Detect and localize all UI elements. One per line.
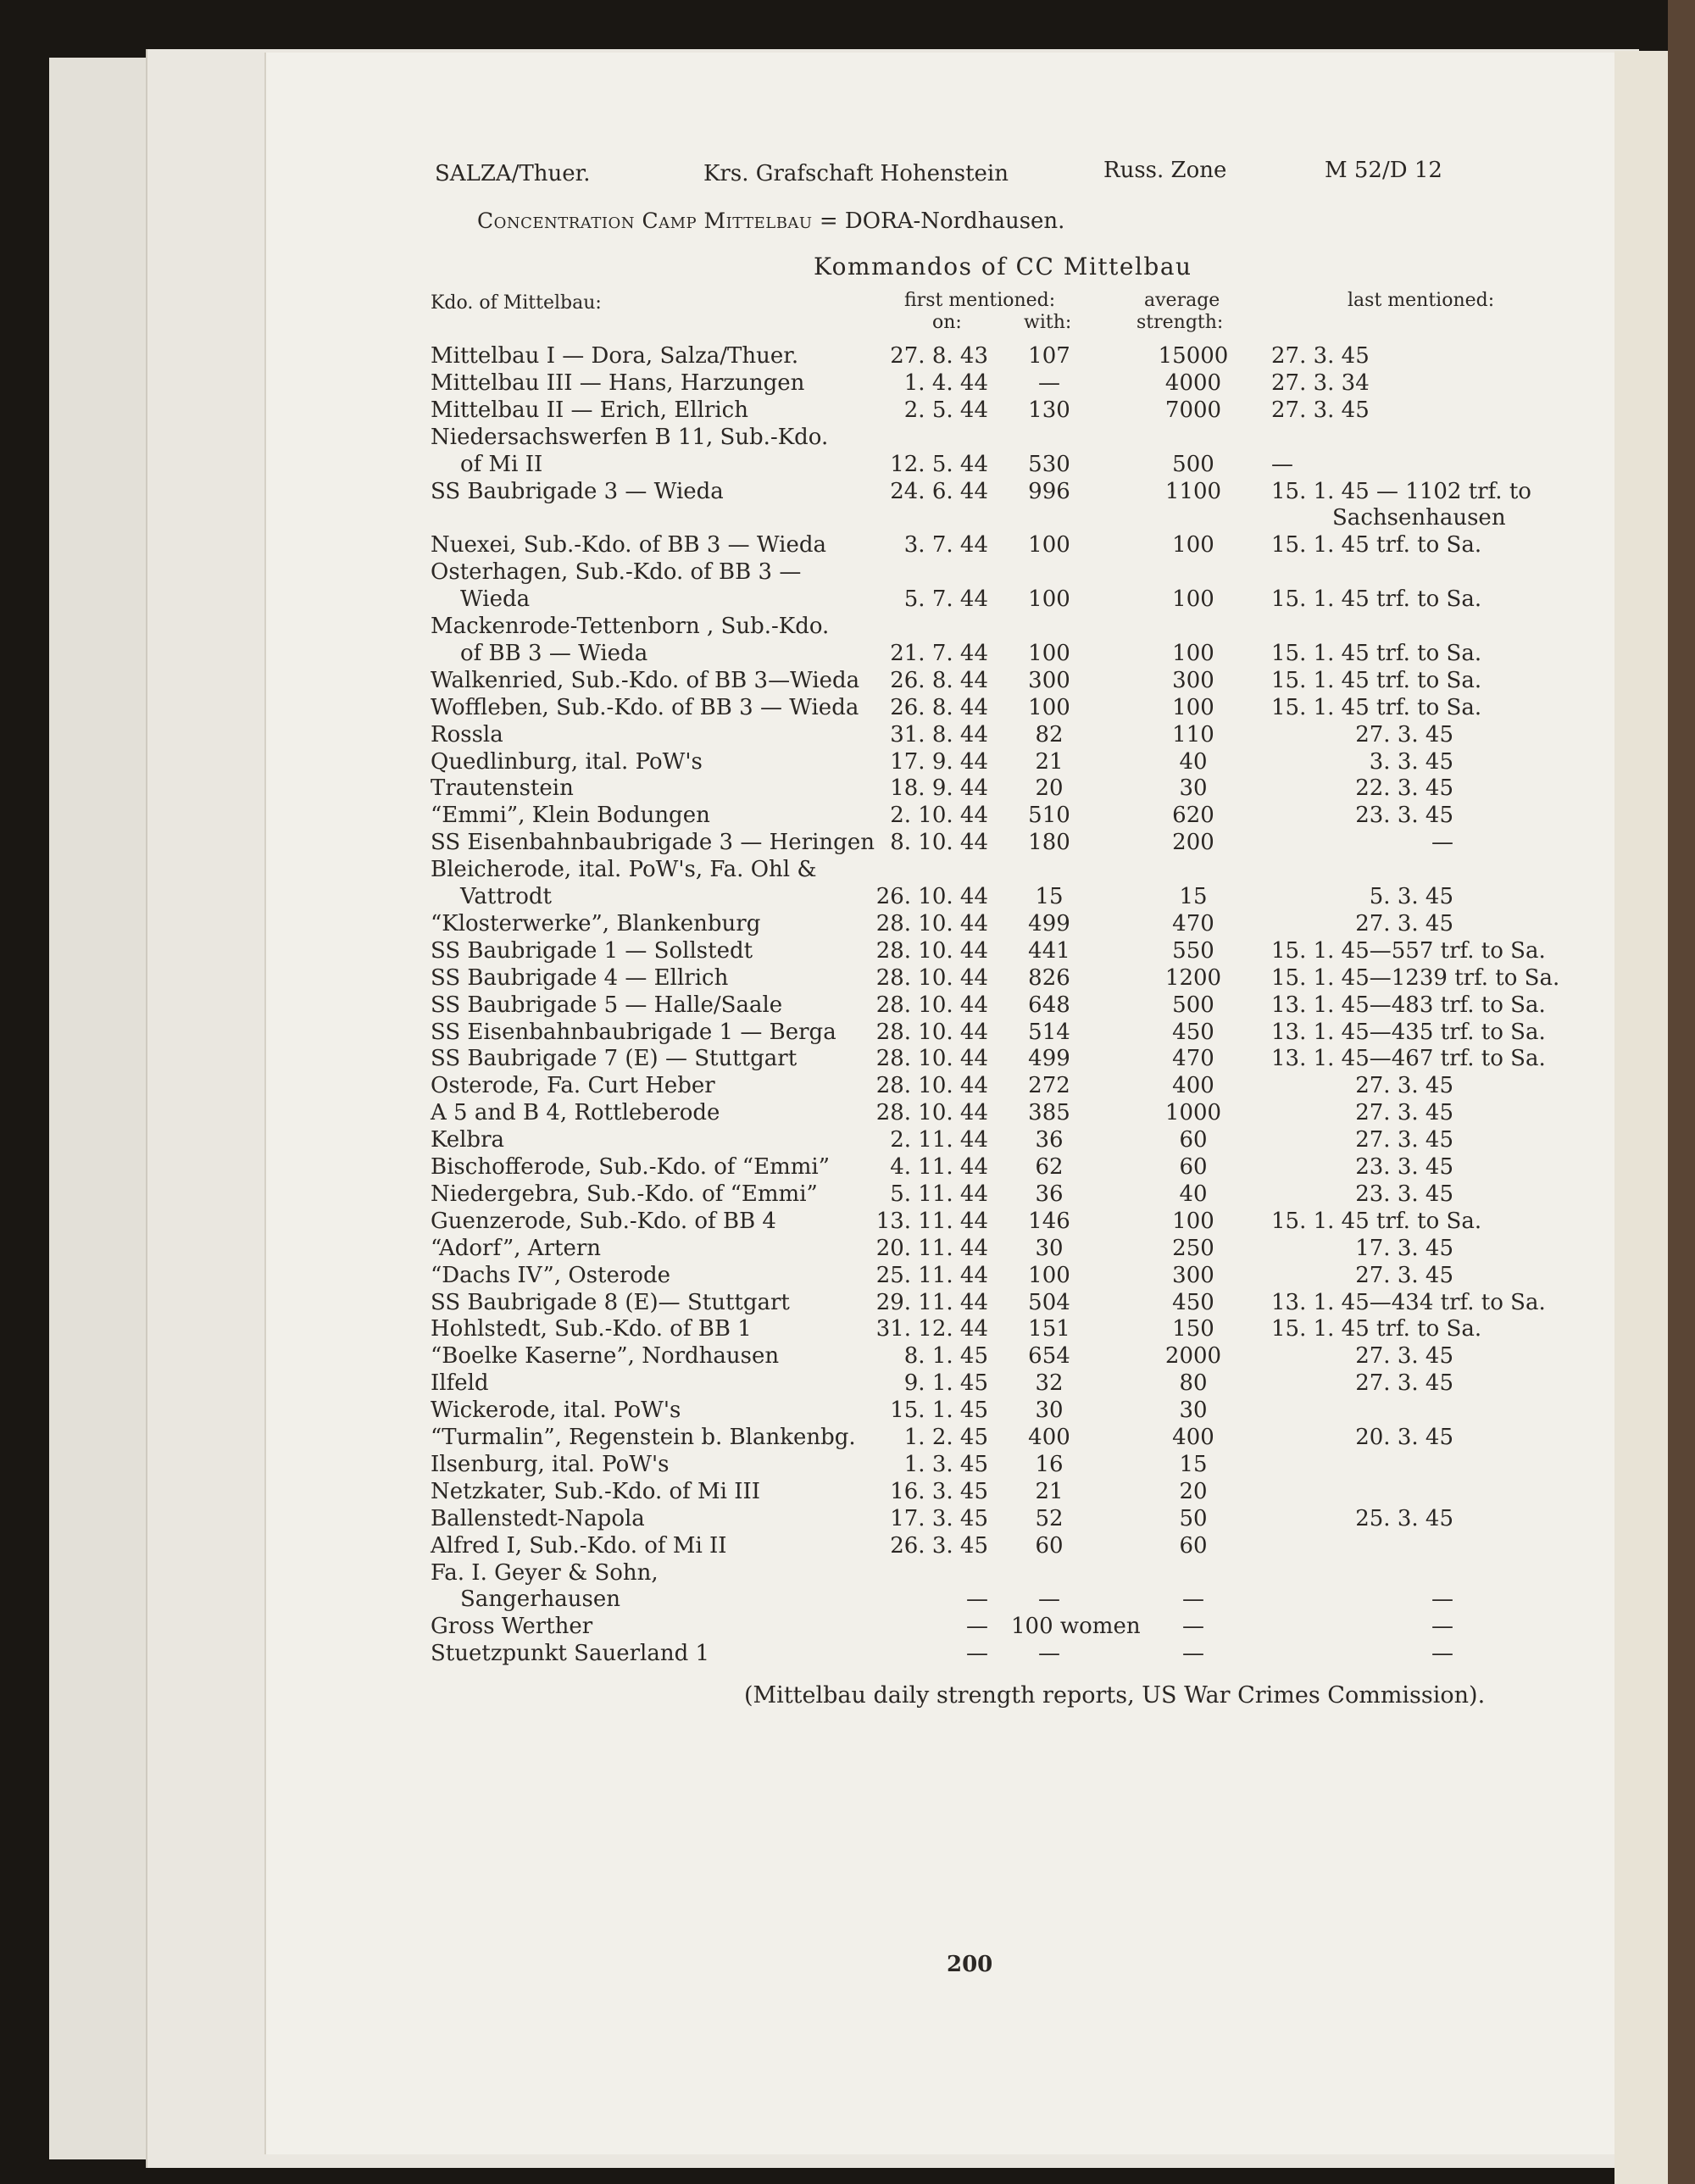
table-row (0, 1478, 1568, 1505)
table-row (0, 1262, 1568, 1289)
table-row (0, 694, 1568, 721)
average-strength: 100 (1172, 532, 1214, 558)
header-district: Krs. Grafschaft Hohenstein (703, 161, 1009, 186)
average-strength: 40 (1179, 749, 1208, 775)
first-strength: 15 (1035, 884, 1064, 909)
col-kdo: Kdo. of Mittelbau: (431, 292, 602, 314)
average-strength: 100 (1172, 641, 1214, 666)
binding-edge (1668, 0, 1695, 2184)
first-date: 1. 4. 44 (903, 370, 988, 396)
kommando-name: Fa. I. Geyer & Sohn, (431, 1560, 659, 1586)
table-row (0, 1370, 1568, 1397)
first-date: 1. 2. 45 (903, 1425, 988, 1450)
last-mentioned: 23. 3. 45 (1355, 1181, 1453, 1207)
table-row (0, 451, 1568, 478)
average-strength: 470 (1172, 1046, 1214, 1071)
document-title (477, 208, 1064, 234)
first-strength: 648 (1028, 992, 1070, 1018)
table-row (0, 1153, 1568, 1181)
kommando-name: Ballenstedt-Napola (431, 1506, 645, 1531)
first-date: 16. 3. 45 (890, 1479, 988, 1504)
average-strength: 100 (1172, 1209, 1214, 1234)
first-strength: 180 (1028, 830, 1070, 855)
first-strength: 151 (1028, 1316, 1070, 1342)
kommando-name: “Boelke Kaserne”, Nordhausen (431, 1343, 780, 1369)
first-strength: 499 (1028, 911, 1070, 936)
first-date: 15. 1. 45 (890, 1398, 988, 1423)
first-strength: 52 (1035, 1506, 1064, 1531)
table-row (0, 964, 1568, 992)
last-mentioned: 27. 3. 45 (1355, 1073, 1453, 1098)
table-row (0, 748, 1568, 775)
kommando-name: Mittelbau I — Dora, Salza/Thuer. (431, 343, 799, 369)
first-date: 28. 10. 44 (875, 1046, 988, 1071)
kommando-name: “Adorf”, Artern (431, 1236, 602, 1261)
kommando-name: Gross Werther (431, 1614, 593, 1639)
first-date: 28. 10. 44 (875, 1100, 988, 1125)
first-strength: 36 (1035, 1127, 1064, 1153)
table-row (0, 1315, 1568, 1342)
table-row (0, 883, 1568, 910)
average-strength: 470 (1172, 911, 1214, 936)
first-strength: 21 (1035, 1479, 1064, 1504)
first-date: 28. 10. 44 (875, 965, 988, 991)
table-row (0, 1099, 1568, 1126)
table-row (0, 424, 1568, 451)
average-strength: 15000 (1158, 343, 1229, 369)
first-date: 26. 8. 44 (890, 668, 988, 693)
table-row (0, 586, 1568, 613)
table-row (0, 531, 1568, 559)
average-strength: 300 (1172, 668, 1214, 693)
last-mentioned: 20. 3. 45 (1355, 1425, 1453, 1450)
header-zone: Russ. Zone (1103, 158, 1227, 183)
table-row (0, 1451, 1568, 1478)
table-row (0, 397, 1568, 424)
first-strength: 146 (1028, 1209, 1070, 1234)
first-date: 12. 5. 44 (890, 452, 988, 477)
last-mentioned: — (1431, 830, 1453, 855)
first-strength: 504 (1028, 1290, 1070, 1315)
last-mentioned: 13. 1. 45—435 trf. to Sa. (1271, 1020, 1546, 1045)
first-date: 26. 8. 44 (890, 695, 988, 720)
average-strength: 400 (1172, 1425, 1214, 1450)
average-strength: 60 (1179, 1533, 1208, 1559)
kommando-name: Quedlinburg, ital. PoW's (431, 749, 703, 775)
kommando-name: Rossla (431, 722, 503, 747)
first-strength: 385 (1028, 1100, 1070, 1125)
kommando-name: of Mi II (460, 452, 543, 477)
first-date: 28. 10. 44 (875, 1073, 988, 1098)
table-row (0, 1126, 1568, 1153)
last-mentioned: 15. 1. 45 trf. to Sa. (1271, 641, 1482, 666)
average-strength: 100 (1172, 695, 1214, 720)
table-row (0, 802, 1568, 829)
first-strength: 30 (1035, 1398, 1064, 1423)
last-mentioned: 27. 3. 45 (1355, 1263, 1453, 1288)
first-date: 4. 11. 44 (890, 1154, 988, 1180)
last-mentioned: 15. 1. 45 trf. to Sa. (1271, 1316, 1482, 1342)
average-strength: 200 (1172, 830, 1214, 855)
table-row (0, 1019, 1568, 1046)
table-row (0, 1235, 1568, 1262)
first-date: 13. 11. 44 (875, 1209, 988, 1234)
table-row (0, 370, 1568, 397)
last-mentioned: 22. 3. 45 (1355, 775, 1453, 801)
table-row (0, 1586, 1568, 1613)
last-mentioned: 27. 3. 45 (1271, 343, 1370, 369)
last-mentioned: 13. 1. 45—434 trf. to Sa. (1271, 1290, 1546, 1315)
first-strength: 60 (1035, 1533, 1064, 1559)
first-strength: 272 (1028, 1073, 1070, 1098)
first-date: 28. 10. 44 (875, 1020, 988, 1045)
average-strength: 100 (1172, 586, 1214, 612)
average-strength: 500 (1172, 452, 1214, 477)
first-strength: 100 (1028, 695, 1070, 720)
first-strength: 32 (1035, 1370, 1064, 1396)
kommando-name: Mittelbau II — Erich, Ellrich (431, 397, 748, 423)
table-row (0, 667, 1568, 694)
kommando-name: A 5 and B 4, Rottleberode (431, 1100, 720, 1125)
kommando-name: Kelbra (431, 1127, 505, 1153)
table-row (0, 937, 1568, 964)
average-strength: 150 (1172, 1316, 1214, 1342)
table-row (0, 504, 1568, 531)
average-strength: 110 (1172, 722, 1214, 747)
first-strength: 300 (1028, 668, 1070, 693)
header-ref: M 52/D 12 (1325, 158, 1442, 183)
table-row (0, 1532, 1568, 1559)
table-row (0, 1559, 1568, 1587)
kommando-name: SS Eisenbahnbaubrigade 1 — Berga (431, 1020, 836, 1045)
average-strength: — (1182, 1614, 1204, 1639)
col-on: on: (932, 312, 962, 333)
last-mentioned: — (1431, 1641, 1453, 1666)
first-strength: 530 (1028, 452, 1070, 477)
kommando-name: Wickerode, ital. PoW's (431, 1398, 681, 1423)
average-strength: 15 (1179, 884, 1208, 909)
first-strength: — (1038, 1587, 1060, 1612)
average-strength: 250 (1172, 1236, 1214, 1261)
last-mentioned: 15. 1. 45 trf. to Sa. (1271, 695, 1482, 720)
average-strength: 620 (1172, 803, 1214, 828)
kommando-name: “Dachs IV”, Osterode (431, 1263, 670, 1288)
average-strength: 30 (1179, 1398, 1208, 1423)
last-mentioned: 27. 3. 34 (1271, 370, 1370, 396)
title-alias: = DORA-Nordhausen. (819, 208, 1065, 234)
average-strength: 20 (1179, 1479, 1208, 1504)
kommando-name: Bischofferode, Sub.-Kdo. of “Emmi” (431, 1154, 830, 1180)
last-mentioned: Sachsenhausen (1332, 505, 1506, 531)
table-row (0, 1289, 1568, 1316)
last-mentioned: 27. 3. 45 (1355, 722, 1453, 747)
table-row (0, 910, 1568, 937)
kommando-name: SS Eisenbahnbaubrigade 3 — Heringen (431, 830, 875, 855)
last-mentioned: 27. 3. 45 (1355, 1370, 1453, 1396)
kommando-name: Sangerhausen (460, 1587, 620, 1612)
last-mentioned: — (1431, 1587, 1453, 1612)
first-date: 25. 11. 44 (875, 1263, 988, 1288)
col-strength: strength: (1136, 312, 1224, 333)
kommando-name: Netzkater, Sub.-Kdo. of Mi III (431, 1479, 761, 1504)
col-with: with: (1024, 312, 1072, 333)
last-mentioned: 27. 3. 45 (1355, 1127, 1453, 1153)
average-strength: 4000 (1164, 370, 1222, 396)
last-mentioned: 23. 3. 45 (1355, 1154, 1453, 1180)
first-strength: 16 (1035, 1452, 1064, 1477)
first-date: 8. 10. 44 (890, 830, 988, 855)
table-row (0, 1342, 1568, 1370)
kommando-name: Stuetzpunkt Sauerland 1 (431, 1641, 710, 1666)
title-camp: Concentration Camp Mittelbau (477, 208, 813, 233)
first-strength: 996 (1028, 479, 1070, 504)
first-strength: 100 women (1011, 1614, 1141, 1639)
first-strength: 654 (1028, 1343, 1070, 1369)
kommando-name: Bleicherode, ital. PoW's, Fa. Ohl & (431, 857, 817, 882)
first-strength: 826 (1028, 965, 1070, 991)
table-row (0, 1045, 1568, 1072)
kommando-name: “Klosterwerke”, Blankenburg (431, 911, 761, 936)
table-row (0, 342, 1568, 370)
first-date: 5. 7. 44 (903, 586, 988, 612)
table-row (0, 775, 1568, 802)
kommando-name: SS Baubrigade 8 (E)— Stuttgart (431, 1290, 790, 1315)
last-mentioned: 15. 1. 45 trf. to Sa. (1271, 1209, 1482, 1234)
average-strength: 1200 (1164, 965, 1222, 991)
table-row (0, 992, 1568, 1019)
average-strength: — (1182, 1641, 1204, 1666)
kommando-name: Osterode, Fa. Curt Heber (431, 1073, 715, 1098)
last-mentioned: 23. 3. 45 (1355, 803, 1453, 828)
table-row (0, 559, 1568, 586)
kommando-name: of BB 3 — Wieda (460, 641, 648, 666)
last-mentioned: 27. 3. 45 (1355, 911, 1453, 936)
col-first-mentioned: first mentioned: (904, 290, 1056, 311)
table-row (0, 721, 1568, 748)
header-place: SALZA/Thuer. (435, 161, 591, 186)
average-strength: 300 (1172, 1263, 1214, 1288)
average-strength: 80 (1179, 1370, 1208, 1396)
kommando-name: Walkenried, Sub.-Kdo. of BB 3—Wieda (431, 668, 860, 693)
table-subtitle: Kommandos of CC Mittelbau (814, 253, 1192, 281)
kommando-name: Mittelbau III — Hans, Harzungen (431, 370, 805, 396)
first-strength: 441 (1028, 938, 1070, 964)
first-strength: 21 (1035, 749, 1064, 775)
first-strength: 30 (1035, 1236, 1064, 1261)
table-row (0, 1640, 1568, 1667)
first-date: — (966, 1641, 988, 1666)
average-strength: 2000 (1164, 1343, 1222, 1369)
average-strength: 1000 (1164, 1100, 1222, 1125)
first-date: 2. 11. 44 (890, 1127, 988, 1153)
kommando-name: “Emmi”, Klein Bodungen (431, 803, 710, 828)
first-date: 17. 3. 45 (890, 1506, 988, 1531)
first-strength: 36 (1035, 1181, 1064, 1207)
first-strength: 510 (1028, 803, 1070, 828)
first-date: 28. 10. 44 (875, 938, 988, 964)
first-strength: 499 (1028, 1046, 1070, 1071)
first-date: 21. 7. 44 (890, 641, 988, 666)
first-date: 8. 1. 45 (903, 1343, 988, 1369)
first-strength: 20 (1035, 775, 1064, 801)
first-strength: — (1038, 1641, 1060, 1666)
first-strength: 130 (1028, 397, 1070, 423)
table-row (0, 1424, 1568, 1451)
table-row (0, 613, 1568, 640)
first-date: — (966, 1614, 988, 1639)
kommando-name: Osterhagen, Sub.-Kdo. of BB 3 — (431, 559, 802, 585)
first-date: 5. 11. 44 (890, 1181, 988, 1207)
first-date: 3. 7. 44 (903, 532, 988, 558)
last-mentioned: 13. 1. 45—483 trf. to Sa. (1271, 992, 1546, 1018)
last-mentioned: 5. 3. 45 (1369, 884, 1453, 909)
first-date: 2. 10. 44 (890, 803, 988, 828)
average-strength: 550 (1172, 938, 1214, 964)
table-row (0, 1505, 1568, 1532)
first-strength: 514 (1028, 1020, 1070, 1045)
first-strength: 107 (1028, 343, 1070, 369)
first-strength: 400 (1028, 1425, 1070, 1450)
first-date: 24. 6. 44 (890, 479, 988, 504)
kommando-name: “Turmalin”, Regenstein b. Blankenbg. (431, 1425, 856, 1450)
last-mentioned: — (1271, 452, 1293, 477)
table-row (0, 478, 1568, 505)
average-strength: — (1182, 1587, 1204, 1612)
kommando-name: Ilsenburg, ital. PoW's (431, 1452, 670, 1477)
kommando-name: Mackenrode-Tettenborn , Sub.-Kdo. (431, 614, 830, 639)
first-date: 28. 10. 44 (875, 992, 988, 1018)
first-strength: 100 (1028, 641, 1070, 666)
page-number: 200 (947, 1952, 993, 1977)
average-strength: 7000 (1164, 397, 1222, 423)
kommando-name: Vattrodt (460, 884, 552, 909)
last-mentioned: 15. 1. 45 trf. to Sa. (1271, 586, 1482, 612)
kommando-name: SS Baubrigade 1 — Sollstedt (431, 938, 753, 964)
first-date: 20. 11. 44 (875, 1236, 988, 1261)
last-mentioned: 15. 1. 45 trf. to Sa. (1271, 668, 1482, 693)
kommando-name: Woffleben, Sub.-Kdo. of BB 3 — Wieda (431, 695, 859, 720)
first-date: 26. 10. 44 (875, 884, 988, 909)
kommando-name: Alfred I, Sub.-Kdo. of Mi II (431, 1533, 727, 1559)
average-strength: 30 (1179, 775, 1208, 801)
kommando-name: Hohlstedt, Sub.-Kdo. of BB 1 (431, 1316, 752, 1342)
first-strength: — (1038, 370, 1060, 396)
first-date: 18. 9. 44 (890, 775, 988, 801)
table-row (0, 1072, 1568, 1099)
kommando-name: SS Baubrigade 4 — Ellrich (431, 965, 729, 991)
source-note: (Mittelbau daily strength reports, US War Crimes Commission). (744, 1682, 1486, 1709)
first-strength: 100 (1028, 586, 1070, 612)
first-strength: 62 (1035, 1154, 1064, 1180)
table-row (0, 1613, 1568, 1640)
kommando-name: SS Baubrigade 7 (E) — Stuttgart (431, 1046, 797, 1071)
kommando-name: Ilfeld (431, 1370, 489, 1396)
first-date: 1. 3. 45 (903, 1452, 988, 1477)
table-row (0, 640, 1568, 667)
first-date: — (966, 1587, 988, 1612)
last-mentioned: 15. 1. 45 — 1102 trf. to (1271, 479, 1531, 504)
table-row (0, 1397, 1568, 1424)
first-date: 31. 8. 44 (890, 722, 988, 747)
first-date: 26. 3. 45 (890, 1533, 988, 1559)
last-mentioned: 15. 1. 45 trf. to Sa. (1271, 532, 1482, 558)
first-strength: 82 (1035, 722, 1064, 747)
first-date: 17. 9. 44 (890, 749, 988, 775)
average-strength: 1100 (1164, 479, 1222, 504)
average-strength: 400 (1172, 1073, 1214, 1098)
kommando-name: Niedergebra, Sub.-Kdo. of “Emmi” (431, 1181, 818, 1207)
last-mentioned: 17. 3. 45 (1355, 1236, 1453, 1261)
last-mentioned: 15. 1. 45—1239 trf. to Sa. (1271, 965, 1560, 991)
first-date: 2. 5. 44 (903, 397, 988, 423)
table-row (0, 856, 1568, 883)
average-strength: 450 (1172, 1020, 1214, 1045)
kommando-name: Niedersachswerfen B 11, Sub.-Kdo. (431, 425, 829, 450)
table-row (0, 1208, 1568, 1235)
average-strength: 50 (1179, 1506, 1208, 1531)
first-date: 9. 1. 45 (903, 1370, 988, 1396)
average-strength: 15 (1179, 1452, 1208, 1477)
kommando-name: SS Baubrigade 5 — Halle/Saale (431, 992, 783, 1018)
average-strength: 60 (1179, 1127, 1208, 1153)
average-strength: 450 (1172, 1290, 1214, 1315)
average-strength: 40 (1179, 1181, 1208, 1207)
table-row (0, 1181, 1568, 1208)
col-average: average (1144, 290, 1220, 311)
first-strength: 100 (1028, 1263, 1070, 1288)
average-strength: 60 (1179, 1154, 1208, 1180)
kommando-name: Trautenstein (431, 775, 574, 801)
first-strength: 100 (1028, 532, 1070, 558)
first-date: 29. 11. 44 (875, 1290, 988, 1315)
last-mentioned: 27. 3. 45 (1271, 397, 1370, 423)
table-row (0, 829, 1568, 856)
col-last-mentioned: last mentioned: (1348, 290, 1495, 311)
kommando-name: Guenzerode, Sub.-Kdo. of BB 4 (431, 1209, 776, 1234)
first-date: 27. 8. 43 (890, 343, 988, 369)
last-mentioned: 25. 3. 45 (1355, 1506, 1453, 1531)
last-mentioned: 15. 1. 45—557 trf. to Sa. (1271, 938, 1546, 964)
last-mentioned: 27. 3. 45 (1355, 1100, 1453, 1125)
first-date: 31. 12. 44 (875, 1316, 988, 1342)
average-strength: 500 (1172, 992, 1214, 1018)
last-mentioned: — (1431, 1614, 1453, 1639)
kommando-name: SS Baubrigade 3 — Wieda (431, 479, 724, 504)
kommando-name: Wieda (460, 586, 531, 612)
last-mentioned: 3. 3. 45 (1369, 749, 1453, 775)
last-mentioned: 27. 3. 45 (1355, 1343, 1453, 1369)
first-date: 28. 10. 44 (875, 911, 988, 936)
last-mentioned: 13. 1. 45—467 trf. to Sa. (1271, 1046, 1546, 1071)
kommando-name: Nuexei, Sub.-Kdo. of BB 3 — Wieda (431, 532, 827, 558)
